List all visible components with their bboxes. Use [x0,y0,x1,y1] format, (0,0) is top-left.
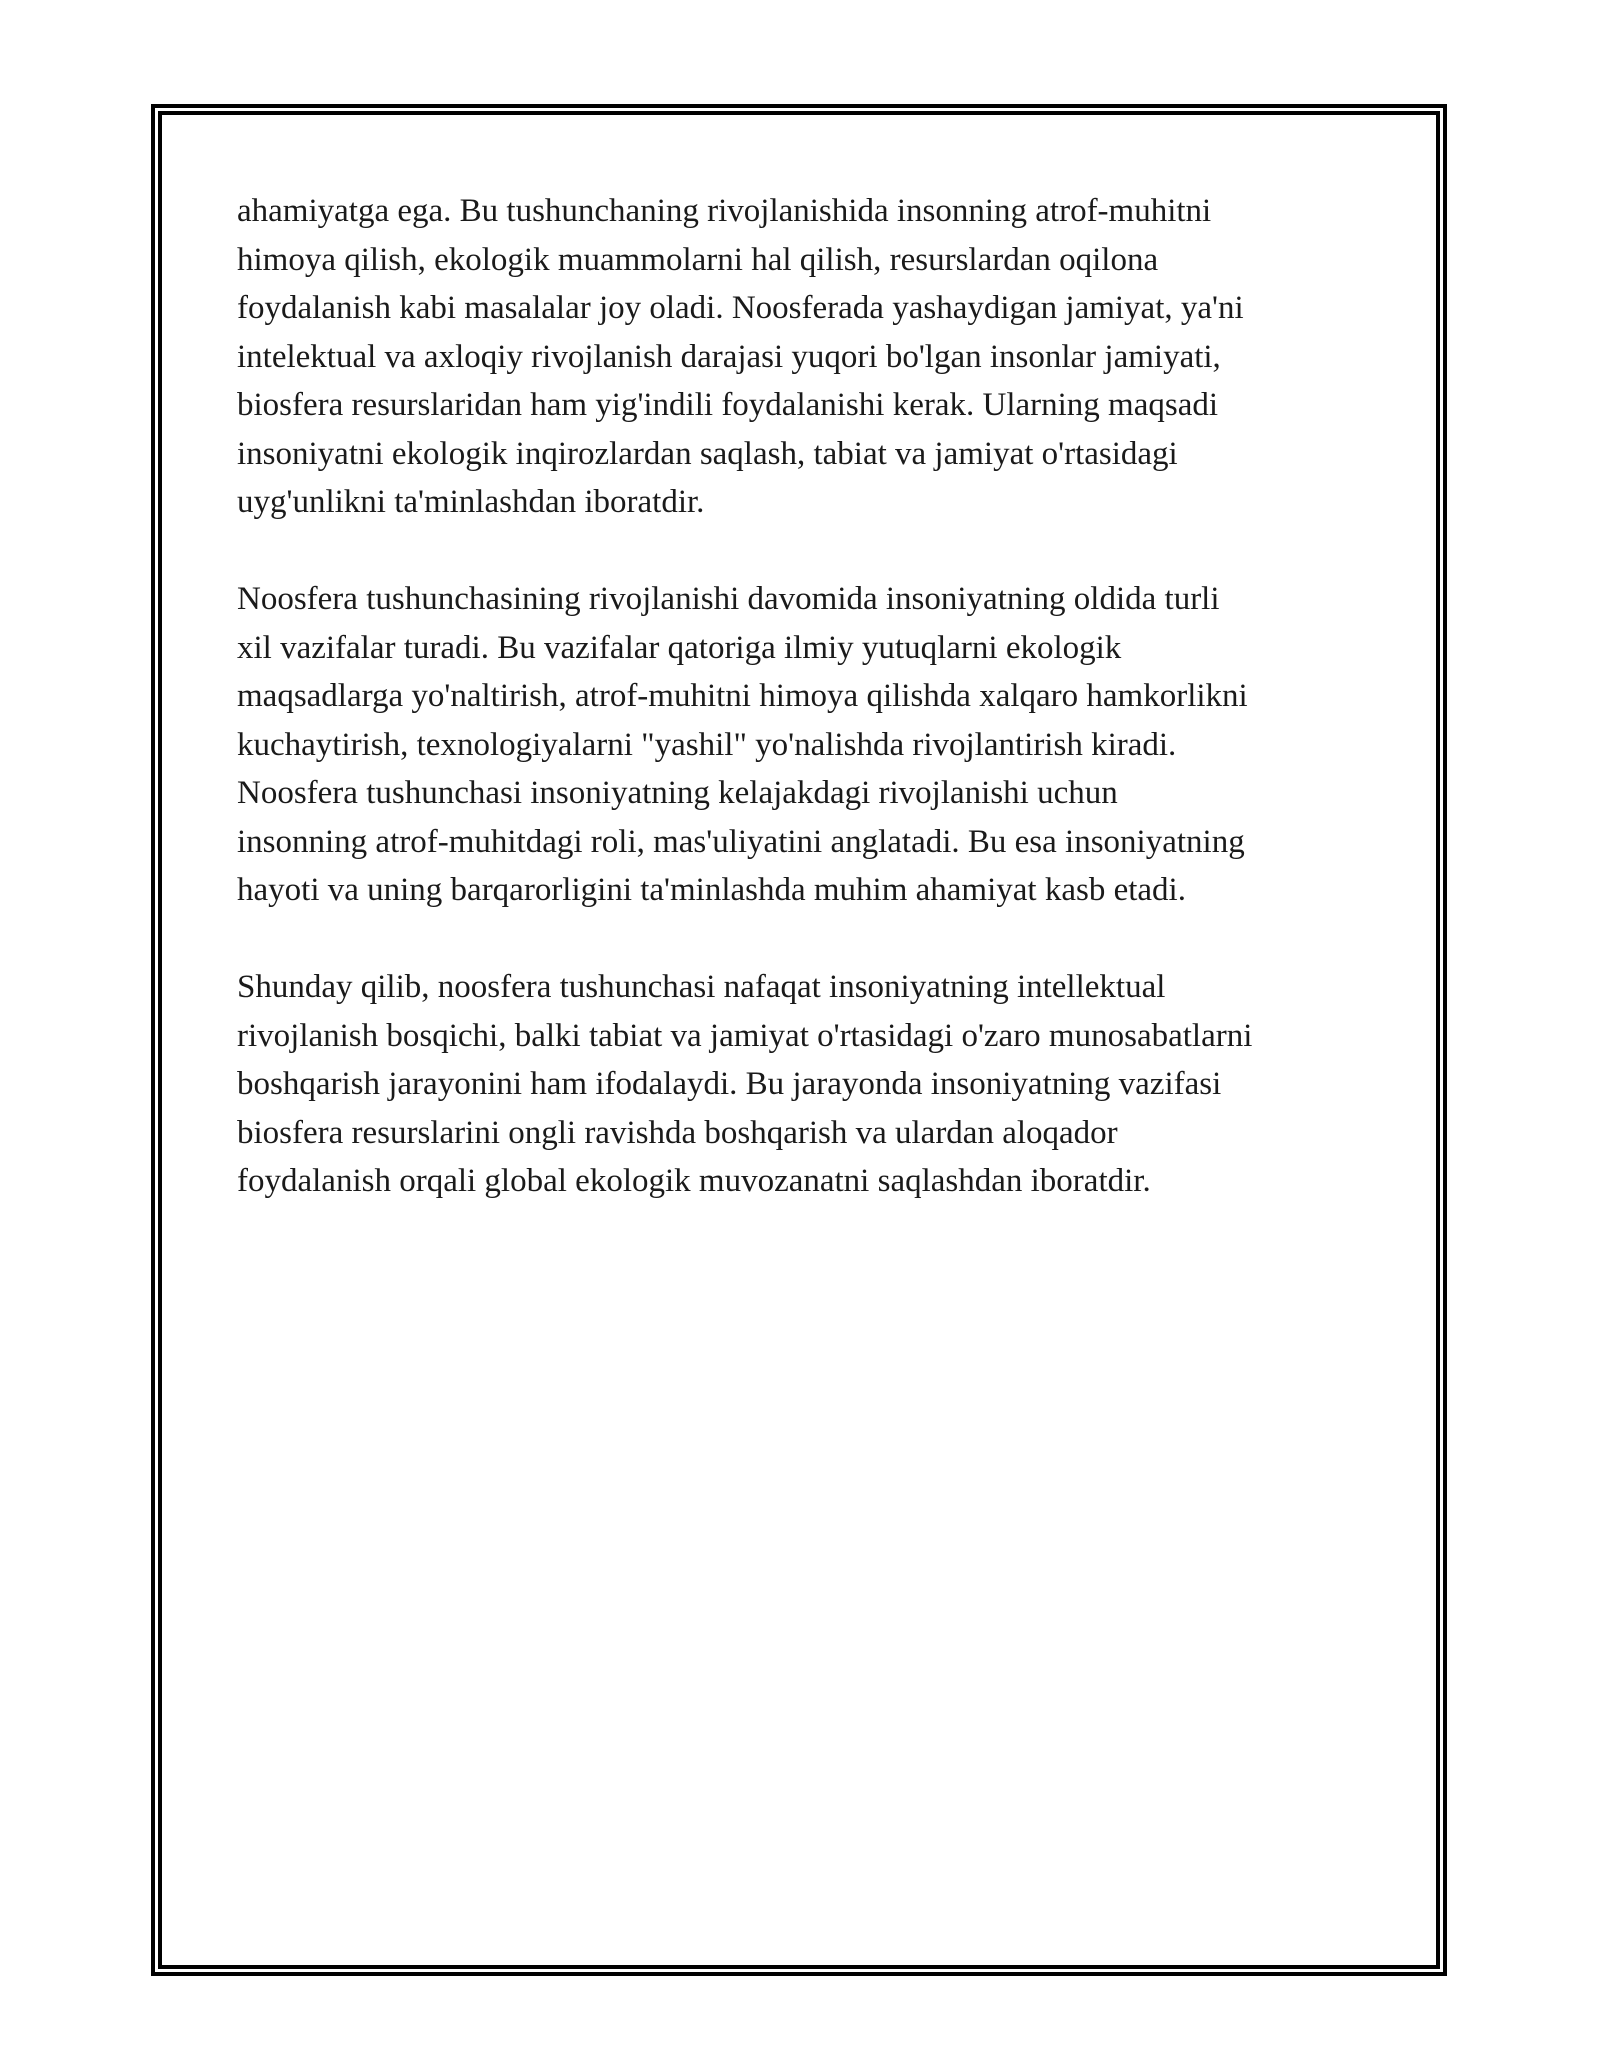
paragraph-2 [237,575,1367,915]
text-line: biosfera resurslaridan ham yig'indili foydalanishi kerak. Ularning maqsadi [237,387,1219,423]
text-line: boshqarish jarayonini ham ifodalaydi. Bu jarayonda insoniyatning vazifasi [237,1066,1222,1102]
text-line: himoya qilish, ekologik muammolarni hal qilish, resurslardan oqilona [237,241,1159,278]
text-line: rivojlanish bosqichi, balki tabiat va jamiyat o'rtasidagi o'zaro munosabatlarni [237,1017,1253,1054]
text-line: Noosfera tushunchasi insoniyatning kelajakdagi rivojlanishi uchun [237,775,1118,811]
text-line: xil vazifalar turadi. Bu vazifalar qatoriga ilmiy yutuqlarni ekologik [237,629,1122,666]
text-line: maqsadlarga yo'naltirish, atrof-muhitni himoya qilishda xalqaro hamkorlikni [237,678,1248,714]
document-body [237,187,1367,1254]
text-line: Noosfera tushunchasining rivojlanishi davomida insoniyatning oldida turli [237,581,1220,617]
text-line: Shunday qilib, noosfera tushunchasi nafaqat insoniyatning intellektual [237,969,1166,1005]
text-line: ahamiyatga ega. Bu tushunchaning rivojlanishida insonning atrof-muhitni [237,193,1212,229]
paragraph-3 [237,963,1367,1206]
text-line: insonning atrof-muhitdagi roli, mas'uliyatini anglatadi. Bu esa insoniyatning [237,823,1245,860]
text-line: hayoti va uning barqarorligini ta'minlashda muhim ahamiyat kasb etadi. [237,872,1186,908]
text-line: uyg'unlikni ta'minlashdan iboratdir. [237,484,705,520]
text-line: foydalanish kabi masalalar joy oladi. Noosferada yashaydigan jamiyat, ya'ni [237,290,1244,326]
text-line: foydalanish orqali global ekologik muvozanatni saqlashdan iboratdir. [237,1163,1151,1199]
text-line: insoniyatni ekologik inqirozlardan saqlash, tabiat va jamiyat o'rtasidagi [237,435,1178,472]
paragraph-1 [237,187,1367,527]
text-line: kuchaytirish, texnologiyalarni "yashil" yo'nalishda rivojlantirish kiradi. [237,726,1177,763]
text-line: biosfera resurslarini ongli ravishda boshqarish va ulardan aloqador [237,1114,1118,1151]
text-line: intelektual va axloqiy rivojlanish darajasi yuqori bo'lgan insonlar jamiyati, [237,338,1221,375]
